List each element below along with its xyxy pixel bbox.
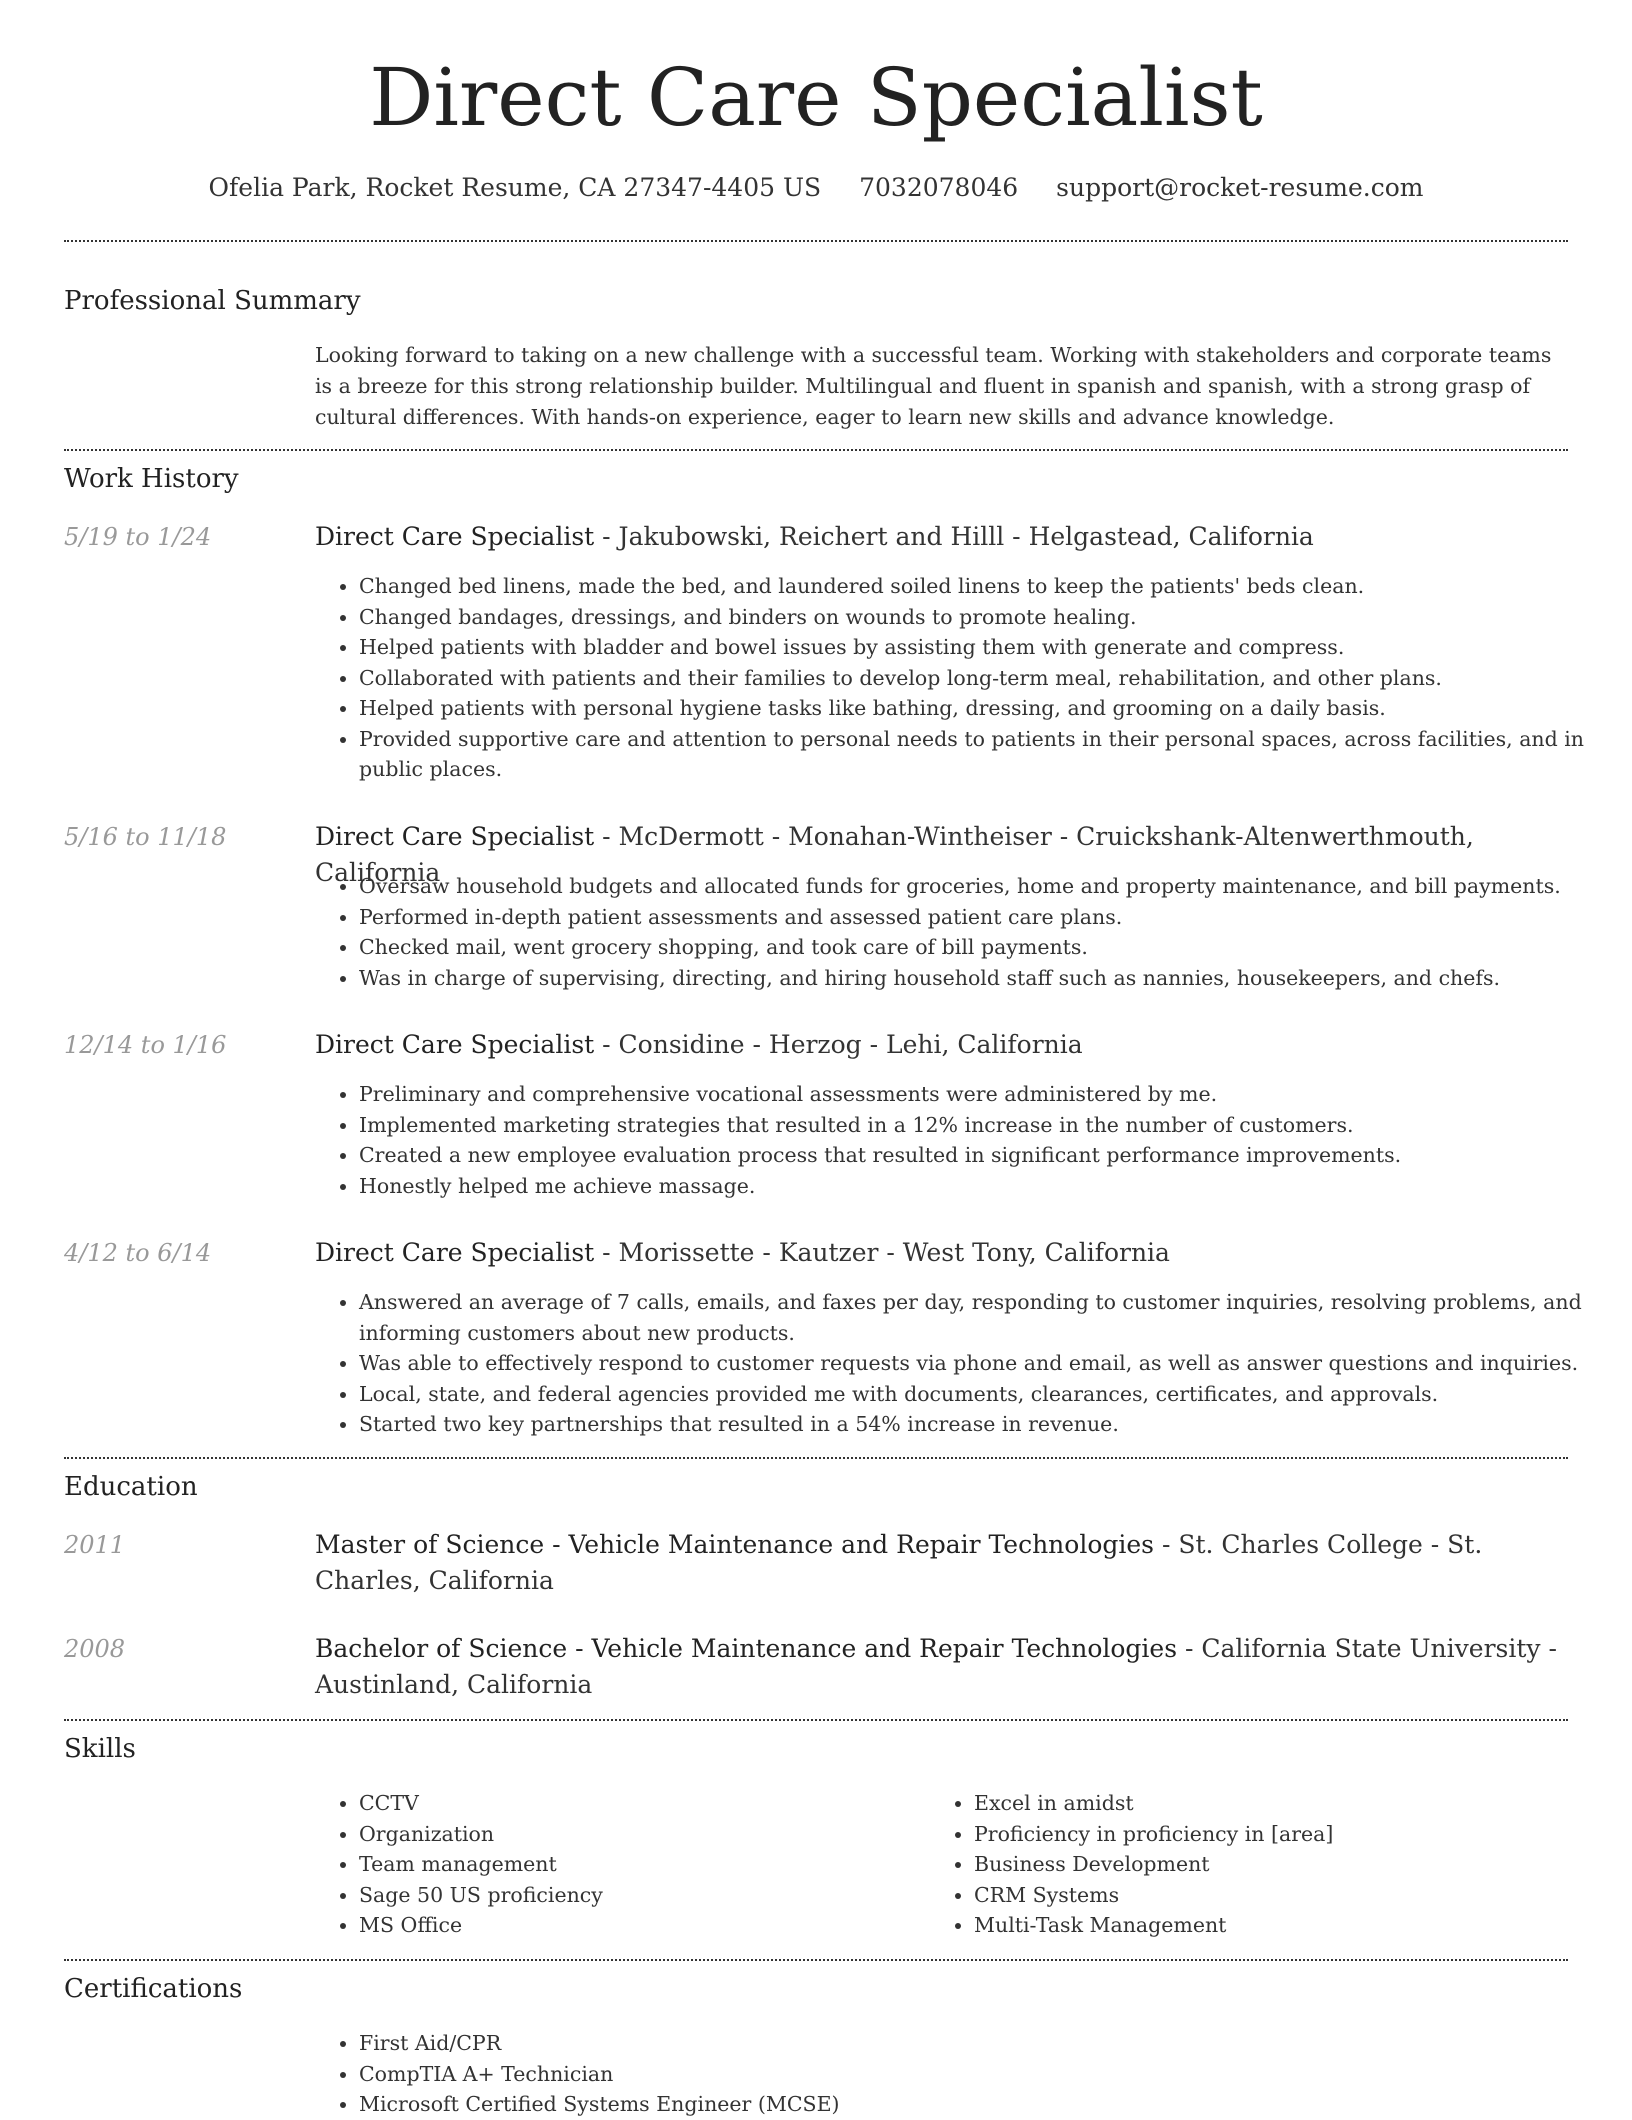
skill-item: • CRM Systems — [974, 1880, 1554, 1911]
section-divider — [64, 1719, 1568, 1721]
education-degree: Bachelor of Science - Vehicle Maintenance and Repair Technologies — [315, 1634, 1178, 1663]
job-employer: - Morissette - Kautzer - West Tony, California — [594, 1238, 1170, 1267]
skill-item: • Proficiency in proficiency in [area] — [974, 1819, 1554, 1850]
job-bullet: • Helped patients with bladder and bowel issues by assisting them with generate and compress. — [359, 632, 1599, 663]
certification-item: • Microsoft Certified Systems Engineer (MCSE) — [359, 2089, 1599, 2120]
work-history-heading: Work History — [64, 464, 239, 494]
skill-item: • Excel in amidst — [974, 1788, 1554, 1819]
summary-text: Looking forward to taking on a new challenge with a successful team. Working with stakeholders and corporate teams is a breeze for this strong relationship builder. Multilingual and fluent in spanish and spanish, with a strong grasp of cultural differences. With hands-on experience, eager to learn new skills and advance knowledge. — [315, 343, 1552, 429]
job-bullet: • Created a new employee evaluation process that resulted in significant performance improvements. — [359, 1140, 1599, 1171]
contact-phone: 7032078046 — [859, 173, 1019, 202]
job-bullet: • Performed in-depth patient assessments and assessed patient care plans. — [359, 902, 1599, 933]
job-dates: 5/19 to 1/24 — [64, 523, 212, 551]
job-bullet: • Implemented marketing strategies that resulted in a 12% increase in the number of customers. — [359, 1110, 1599, 1141]
skills-list-left — [315, 1788, 919, 1941]
education-entry — [315, 1631, 1565, 1703]
skill-item: • Organization — [359, 1819, 919, 1850]
education-school: - St. Charles College - St. Charles, California — [315, 1530, 1483, 1595]
skills-heading: Skills — [64, 1734, 136, 1764]
skill-item: • Multi-Task Management — [974, 1910, 1554, 1941]
job-bullet: • Helped patients with personal hygiene tasks like bathing, dressing, and grooming on a daily basis. — [359, 693, 1599, 724]
contact-address: Ofelia Park, Rocket Resume, CA 27347-4405 US — [208, 173, 822, 202]
skill-item: • Business Development — [974, 1849, 1554, 1880]
job-role: Direct Care Specialist — [315, 1030, 595, 1059]
job-bullet: • Changed bandages, dressings, and binders on wounds to promote healing. — [359, 602, 1599, 633]
job-title — [315, 519, 1570, 555]
job-bullet: • Preliminary and comprehensive vocational assessments were administered by me. — [359, 1079, 1599, 1110]
contact-email: support@rocket-resume.com — [1056, 173, 1424, 202]
job-bullets — [315, 571, 1599, 785]
contact-line — [0, 170, 1632, 206]
education-year: 2008 — [64, 1635, 126, 1663]
job-dates: 12/14 to 1/16 — [64, 1031, 227, 1059]
job-employer: - McDermott - Monahan-Wintheiser - Cruickshank-Altenwerthmouth, California — [315, 822, 1474, 887]
skills-list-right — [930, 1788, 1554, 1941]
job-employer: - Jakubowski, Reichert and Hilll - Helgastead, California — [594, 522, 1314, 551]
job-title — [315, 1235, 1570, 1271]
section-divider — [64, 449, 1568, 451]
job-bullet: • Was in charge of supervising, directing, and hiring household staff such as nannies, housekeepers, and chefs. — [359, 963, 1599, 994]
job-title — [315, 1027, 1570, 1063]
job-dates: 5/16 to 11/18 — [64, 823, 227, 851]
skill-item: • CCTV — [359, 1788, 919, 1819]
job-employer: - Considine - Herzog - Lehi, California — [594, 1030, 1083, 1059]
skill-item: • MS Office — [359, 1910, 919, 1941]
education-school: - California State University - Austinland, California — [315, 1634, 1557, 1699]
certifications-list — [315, 2028, 1599, 2120]
certification-item: • First Aid/CPR — [359, 2028, 1599, 2059]
job-role: Direct Care Specialist — [315, 822, 595, 851]
skill-item: • Sage 50 US proficiency — [359, 1880, 919, 1911]
job-dates: 4/12 to 6/14 — [64, 1239, 212, 1267]
job-bullets — [315, 1287, 1599, 1440]
section-divider — [64, 1457, 1568, 1459]
education-heading: Education — [64, 1472, 198, 1502]
section-divider — [64, 240, 1568, 242]
job-bullet: • Collaborated with patients and their families to develop long-term meal, rehabilitation, and other plans. — [359, 663, 1599, 694]
job-role: Direct Care Specialist — [315, 522, 595, 551]
section-divider — [64, 1959, 1568, 1961]
certifications-heading: Certifications — [64, 1974, 243, 2004]
job-bullet: • Provided supportive care and attention to personal needs to patients in their personal spaces, across facilities, and in public places. — [359, 724, 1599, 785]
job-role: Direct Care Specialist — [315, 1238, 595, 1267]
job-bullet: • Local, state, and federal agencies provided me with documents, clearances, certificates, and approvals. — [359, 1379, 1599, 1410]
resume-title: Direct Care Specialist — [369, 51, 1263, 144]
certification-item: • CompTIA A+ Technician — [359, 2059, 1599, 2090]
job-bullet: • Changed bed linens, made the bed, and laundered soiled linens to keep the patients' beds clean. — [359, 571, 1599, 602]
education-entry — [315, 1527, 1565, 1599]
education-degree: Master of Science - Vehicle Maintenance and Repair Technologies — [315, 1530, 1154, 1559]
summary-heading: Professional Summary — [64, 286, 361, 316]
job-bullet: • Started two key partnerships that resulted in a 54% increase in revenue. — [359, 1409, 1599, 1440]
education-year: 2011 — [64, 1531, 126, 1559]
job-bullet: • Was able to effectively respond to customer requests via phone and email, as well as answer questions and inquiries. — [359, 1348, 1599, 1379]
job-bullet: • Oversaw household budgets and allocated funds for groceries, home and property maintenance, and bill payments. — [359, 871, 1599, 902]
skill-item: • Team management — [359, 1849, 919, 1880]
job-bullets — [315, 1079, 1599, 1201]
job-bullet: • Checked mail, went grocery shopping, and took care of bill payments. — [359, 932, 1599, 963]
job-bullet: • Answered an average of 7 calls, emails, and faxes per day, responding to customer inquiries, resolving problems, and informing customers about new products. — [359, 1287, 1599, 1348]
job-bullet: • Honestly helped me achieve massage. — [359, 1171, 1599, 1202]
job-bullets — [315, 871, 1599, 993]
